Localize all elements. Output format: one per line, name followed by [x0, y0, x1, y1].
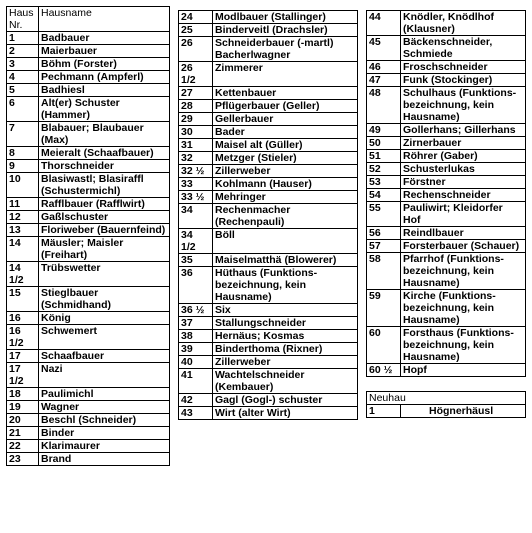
house-number: 17 [7, 350, 39, 363]
house-name: Floriweber (Bauernfeind) [39, 224, 170, 237]
house-number: 53 [367, 176, 401, 189]
house-name: Rechenmacher (Rechenpauli) [213, 204, 358, 229]
house-name: Wirt (alter Wirt) [213, 407, 358, 420]
house-name: Zimmerer [213, 62, 358, 87]
house-name: Alt(er) Schuster (Hammer) [39, 97, 170, 122]
house-table-column-1 [6, 6, 170, 466]
house-name: Thorschneider [39, 160, 170, 173]
neuhau-section-label: Neuhau [367, 392, 526, 405]
house-number: 12 [7, 211, 39, 224]
house-name: Gagl (Gogl-) schuster [213, 394, 358, 407]
house-number: 45 [367, 36, 401, 61]
house-name: Pechmann (Ampferl) [39, 71, 170, 84]
house-name: Zirnerbauer [401, 137, 526, 150]
table-row [179, 394, 358, 407]
table-row [179, 229, 358, 254]
house-number: 23 [7, 453, 39, 466]
house-number: 14 1/2 [7, 262, 39, 287]
house-number: 10 [7, 173, 39, 198]
house-name: Blabauer; Blaubauer (Max) [39, 122, 170, 147]
house-number: 42 [179, 394, 213, 407]
house-number: 26 [179, 37, 213, 62]
house-number: 32 ½ [179, 165, 213, 178]
table-row [367, 202, 526, 227]
house-number: 36 ½ [179, 304, 213, 317]
house-name: Wagner [39, 401, 170, 414]
table-row [7, 198, 170, 211]
house-number: 54 [367, 189, 401, 202]
spacer-cell [367, 377, 526, 392]
house-name: Zillerweber [213, 165, 358, 178]
table-row [367, 11, 526, 36]
house-name: Pfarrhof (Funktions-bezeichnung, kein Hausname) [401, 253, 526, 290]
house-number: 14 [7, 237, 39, 262]
house-name: Maierbauer [39, 45, 170, 58]
house-number: 56 [367, 227, 401, 240]
house-number: 17 1/2 [7, 363, 39, 388]
house-name: Knödler, Knödlhof (Klausner) [401, 11, 526, 36]
table-row [179, 407, 358, 420]
section-spacer [367, 377, 526, 392]
house-number: 18 [7, 388, 39, 401]
house-number: 1 [367, 405, 401, 418]
house-name: Förstner [401, 176, 526, 189]
table-row [367, 364, 526, 377]
house-name: Mehringer [213, 191, 358, 204]
house-number: 22 [7, 440, 39, 453]
table-row [7, 237, 170, 262]
house-number: 15 [7, 287, 39, 312]
table-row [7, 71, 170, 84]
table-row [7, 401, 170, 414]
table-row [7, 84, 170, 97]
house-number: 16 [7, 312, 39, 325]
house-name: Hopf [401, 364, 526, 377]
house-name: Stieglbauer (Schmidhand) [39, 287, 170, 312]
house-name: Badbauer [39, 32, 170, 45]
house-number: 21 [7, 427, 39, 440]
table-row [179, 113, 358, 126]
house-number: 7 [7, 122, 39, 147]
house-name: Pflügerbauer (Geller) [213, 100, 358, 113]
house-name: Kettenbauer [213, 87, 358, 100]
house-number: 34 1/2 [179, 229, 213, 254]
house-number: 50 [367, 137, 401, 150]
house-name: Bader [213, 126, 358, 139]
house-number: 3 [7, 58, 39, 71]
house-number: 40 [179, 356, 213, 369]
house-name: Böhm (Forster) [39, 58, 170, 71]
house-number: 20 [7, 414, 39, 427]
house-name: Mäusler; Maisler (Freihart) [39, 237, 170, 262]
table-row [7, 325, 170, 350]
house-number: 19 [7, 401, 39, 414]
house-number: 2 [7, 45, 39, 58]
house-name: Paulimichl [39, 388, 170, 401]
table-row [7, 147, 170, 160]
table-row [367, 405, 526, 418]
house-name: Blasiwastl; Blasiraffl (Schustermichl) [39, 173, 170, 198]
table-row [367, 150, 526, 163]
house-number: 4 [7, 71, 39, 84]
table-row [7, 388, 170, 401]
table-row [179, 191, 358, 204]
house-number: 32 [179, 152, 213, 165]
table-row [179, 139, 358, 152]
house-name: Schulhaus (Funktions-bezeichnung, kein Hausname) [401, 87, 526, 124]
table-row [179, 317, 358, 330]
house-number: 35 [179, 254, 213, 267]
house-table-column-3 [366, 10, 526, 418]
table-row [7, 414, 170, 427]
house-name: Schneiderbauer (-martl) Bacherlwagner [213, 37, 358, 62]
house-name: Binder [39, 427, 170, 440]
house-name: König [39, 312, 170, 325]
house-name: Gaßlschuster [39, 211, 170, 224]
table-row [179, 304, 358, 317]
table-row [179, 330, 358, 343]
house-number: 11 [7, 198, 39, 211]
house-number: 59 [367, 290, 401, 327]
table-row [367, 163, 526, 176]
table-row [367, 36, 526, 61]
table-row [179, 100, 358, 113]
house-number: 39 [179, 343, 213, 356]
house-name: Badhiesl [39, 84, 170, 97]
house-name: Brand [39, 453, 170, 466]
table-row [7, 363, 170, 388]
house-number: 33 ½ [179, 191, 213, 204]
table-row [7, 122, 170, 147]
house-name: Forsthaus (Funktions-bezeichnung, kein Hausname) [401, 327, 526, 364]
house-name: Schaafbauer [39, 350, 170, 363]
house-name: Rafflbauer (Rafflwirt) [39, 198, 170, 211]
house-name: Rechenschneider [401, 189, 526, 202]
table-row [367, 227, 526, 240]
table-row [179, 267, 358, 304]
table-row [367, 189, 526, 202]
table-row [367, 137, 526, 150]
table-row [179, 11, 358, 24]
house-name: Beschl (Schneider) [39, 414, 170, 427]
house-number: 16 1/2 [7, 325, 39, 350]
house-name: Binderthoma (Rixner) [213, 343, 358, 356]
table-row [367, 327, 526, 364]
table-row [7, 58, 170, 71]
house-name: Böll [213, 229, 358, 254]
house-number: 9 [7, 160, 39, 173]
table-row [179, 165, 358, 178]
house-number: 37 [179, 317, 213, 330]
house-name: Six [213, 304, 358, 317]
table-row [367, 176, 526, 189]
house-name: Schwemert [39, 325, 170, 350]
house-number: 36 [179, 267, 213, 304]
house-number: 28 [179, 100, 213, 113]
house-number: 30 [179, 126, 213, 139]
table-row [7, 427, 170, 440]
table-row [367, 61, 526, 74]
house-number: 31 [179, 139, 213, 152]
table-row [7, 262, 170, 287]
house-name: Metzger (Stieler) [213, 152, 358, 165]
table-row [7, 350, 170, 363]
table-row [179, 24, 358, 37]
house-number: 57 [367, 240, 401, 253]
house-number: 25 [179, 24, 213, 37]
house-name: Nazi [39, 363, 170, 388]
table-row [367, 240, 526, 253]
table-row [7, 32, 170, 45]
house-name: Reindlbauer [401, 227, 526, 240]
house-name: Gellerbauer [213, 113, 358, 126]
table-row [367, 290, 526, 327]
house-name: Bäckenschneider, Schmiede [401, 36, 526, 61]
house-name: Stallungschneider [213, 317, 358, 330]
table-row [179, 37, 358, 62]
house-number-header: Haus Nr. [7, 7, 39, 32]
house-number: 52 [367, 163, 401, 176]
table-row [7, 224, 170, 237]
house-number: 13 [7, 224, 39, 237]
house-number: 26 1/2 [179, 62, 213, 87]
table-row [179, 87, 358, 100]
table-row [367, 87, 526, 124]
house-number: 44 [367, 11, 401, 36]
house-name: Kohlmann (Hauser) [213, 178, 358, 191]
house-name-header: Hausname [39, 7, 170, 32]
table-row [7, 97, 170, 122]
neuhau-header-row [367, 392, 526, 405]
house-name: Klarimaurer [39, 440, 170, 453]
house-number: 1 [7, 32, 39, 45]
house-number: 49 [367, 124, 401, 137]
house-number: 33 [179, 178, 213, 191]
house-name: Zillerweber [213, 356, 358, 369]
house-number: 34 [179, 204, 213, 229]
house-name: Binderveitl (Drachsler) [213, 24, 358, 37]
house-name: Forsterbauer (Schauer) [401, 240, 526, 253]
house-number: 47 [367, 74, 401, 87]
house-name: Maisel alt (Güller) [213, 139, 358, 152]
table-row [7, 287, 170, 312]
house-name: Funk (Stockinger) [401, 74, 526, 87]
table-row [367, 124, 526, 137]
house-number: 24 [179, 11, 213, 24]
table-row [7, 440, 170, 453]
house-name: Wachtelschneider (Kembauer) [213, 369, 358, 394]
table-row [367, 253, 526, 290]
house-name: Trübswetter [39, 262, 170, 287]
table-row [179, 369, 358, 394]
house-name: Högnerhäusl [401, 405, 526, 418]
table-row [7, 160, 170, 173]
table-header-row [7, 7, 170, 32]
house-number: 6 [7, 97, 39, 122]
table-row [7, 45, 170, 58]
house-number: 60 [367, 327, 401, 364]
house-name: Pauliwirt; Kleidorfer Hof [401, 202, 526, 227]
table-row [7, 312, 170, 325]
house-number: 38 [179, 330, 213, 343]
table-row [179, 254, 358, 267]
house-name: Schusterlukas [401, 163, 526, 176]
table-row [179, 178, 358, 191]
house-name: Gollerhans; Gillerhans [401, 124, 526, 137]
house-number: 51 [367, 150, 401, 163]
house-number: 58 [367, 253, 401, 290]
house-number: 48 [367, 87, 401, 124]
house-number: 5 [7, 84, 39, 97]
table-row [367, 74, 526, 87]
house-name: Hüthaus (Funktions-bezeichnung, kein Hausname) [213, 267, 358, 304]
house-number: 8 [7, 147, 39, 160]
house-number: 55 [367, 202, 401, 227]
house-name: Hernäus; Kosmas [213, 330, 358, 343]
house-table-column-2 [178, 10, 358, 420]
table-row [7, 453, 170, 466]
table-row [7, 173, 170, 198]
table-row [179, 343, 358, 356]
table-row [179, 356, 358, 369]
house-number: 60 ½ [367, 364, 401, 377]
house-number: 41 [179, 369, 213, 394]
house-name: Röhrer (Gaber) [401, 150, 526, 163]
house-number: 46 [367, 61, 401, 74]
house-name: Maiselmatthä (Blowerer) [213, 254, 358, 267]
house-name: Froschschneider [401, 61, 526, 74]
table-row [179, 62, 358, 87]
house-name: Meieralt (Schaafbauer) [39, 147, 170, 160]
house-number: 27 [179, 87, 213, 100]
house-number: 29 [179, 113, 213, 126]
house-name: Kirche (Funktions-bezeichnung, kein Hausname) [401, 290, 526, 327]
house-name: Modlbauer (Stallinger) [213, 11, 358, 24]
house-number: 43 [179, 407, 213, 420]
table-row [7, 211, 170, 224]
table-row [179, 126, 358, 139]
table-row [179, 152, 358, 165]
table-row [179, 204, 358, 229]
